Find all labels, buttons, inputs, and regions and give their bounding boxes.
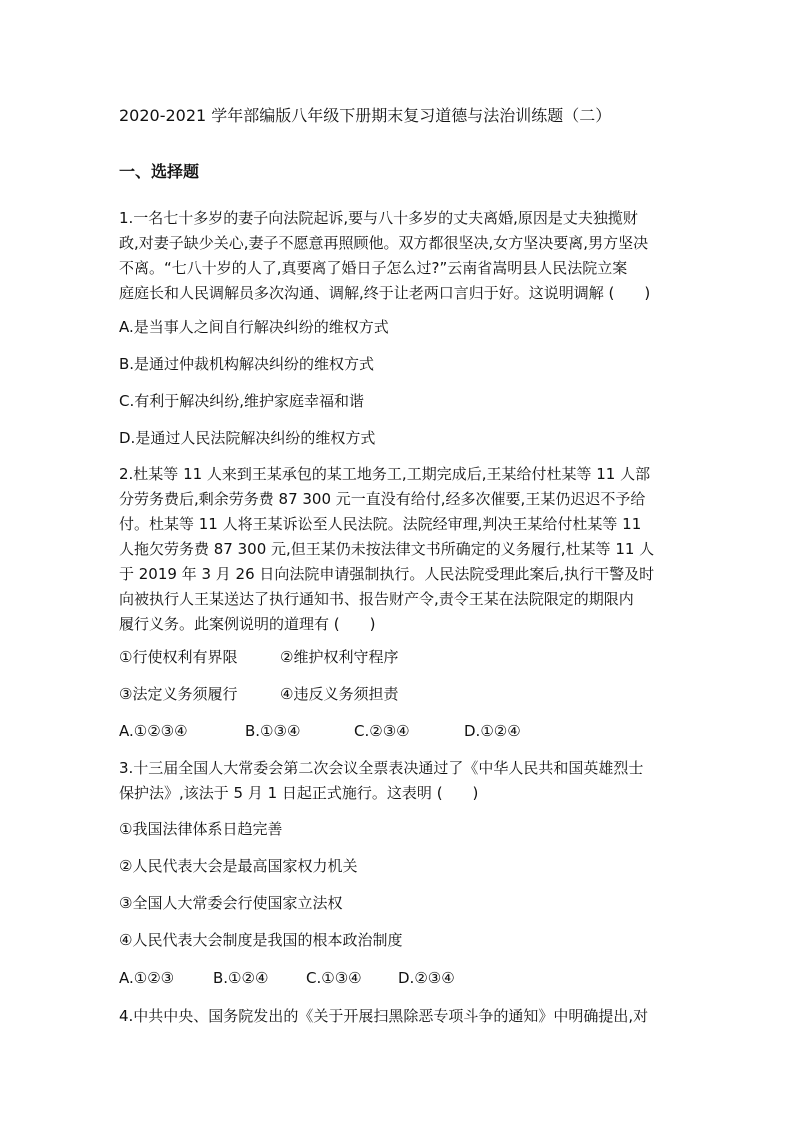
choice-a: A.①②③④ [119, 722, 188, 740]
stem-line: 不离。“七八十岁的人了,真要离了婚日子怎么过?”云南省嵩明县人民法院立案 [119, 259, 628, 277]
stem-line: 保护法》,该法于 5 月 1 日起正式施行。这表明 ( ) [119, 784, 479, 802]
statement-item: ④违反义务须担责 [280, 685, 399, 703]
question-3-stem [119, 756, 675, 806]
question-3-statement-2: ②人民代表大会是最高国家权力机关 [119, 857, 358, 875]
choice-b: B.①②④ [213, 969, 269, 987]
question-1-option-c: C.有利于解决纠纷,维护家庭幸福和谐 [119, 392, 365, 410]
question-1-stem [119, 206, 675, 306]
stem-line: 庭庭长和人民调解员多次沟通、调解,终于让老两口言归于好。这说明调解 ( ) [119, 284, 651, 302]
stem-line: 于 2019 年 3 月 26 日向法院申请强制执行。人民法院受理此案后,执行干警及时 [119, 565, 655, 583]
stem-line: 付。杜某等 11 人将王某诉讼至人民法院。法院经审理,判决王某给付杜某等 11 [119, 515, 642, 533]
stem-line: 3.十三届全国人大常委会第二次会议全票表决通过了《中华人民共和国英雄烈士 [119, 759, 644, 777]
question-2-stem [119, 462, 675, 637]
choice-b: B.①③④ [245, 722, 301, 740]
stem-line: 履行义务。此案例说明的道理有 ( ) [119, 615, 376, 633]
question-4-stem [119, 1004, 675, 1029]
statement-item: ②维护权利守程序 [280, 648, 399, 666]
choice-a: A.①②③ [119, 969, 175, 987]
choice-c: C.①③④ [306, 969, 362, 987]
choice-d: D.②③④ [398, 969, 455, 987]
stem-line: 政,对妻子缺少关心,妻子不愿意再照顾他。双方都很坚决,女方坚决要离,男方坚决 [119, 234, 649, 252]
stem-line: 2.杜某等 11 人来到王某承包的某工地务工,工期完成后,王某给付杜某等 11 人部 [119, 465, 651, 483]
question-3-statement-4: ④人民代表大会制度是我国的根本政治制度 [119, 931, 403, 949]
stem-line: 分劳务费后,剩余劳务费 87 300 元一直没有给付,经多次催要,王某仍迟迟不予给 [119, 490, 646, 508]
stem-line: 人拖欠劳务费 87 300 元,但王某仍未按法律文书所确定的义务履行,杜某等 11 人 [119, 540, 655, 558]
stem-line: 向被执行人王某送达了执行通知书、报告财产令,责令王某在法院限定的期限内 [119, 590, 634, 608]
section-heading: 一、选择题 [119, 162, 200, 181]
question-3-statement-1: ①我国法律体系日趋完善 [119, 820, 283, 838]
document-title: 2020-2021 学年部编版八年级下册期末复习道德与法治训练题（二） [119, 106, 612, 125]
statement-item: ③法定义务须履行 [119, 685, 238, 703]
question-3-choices [119, 966, 675, 991]
question-2-statements-row-1 [119, 645, 675, 670]
question-1-option-a: A.是当事人之间自行解决纠纷的维权方式 [119, 318, 389, 336]
question-2-choices [119, 719, 675, 744]
question-3-statement-3: ③全国人大常委会行使国家立法权 [119, 894, 343, 912]
stem-line: 1.一名七十多岁的妻子向法院起诉,要与八十多岁的丈夫离婚,原因是丈夫独揽财 [119, 209, 638, 227]
choice-d: D.①②④ [464, 722, 521, 740]
stem-line: 4.中共中央、国务院发出的《关于开展扫黑除恶专项斗争的通知》中明确提出,对 [119, 1007, 649, 1025]
question-2-statements-row-2 [119, 682, 675, 707]
statement-item: ①行使权利有界限 [119, 648, 238, 666]
choice-c: C.②③④ [354, 722, 410, 740]
question-1-option-b: B.是通过仲裁机构解决纠纷的维权方式 [119, 355, 375, 373]
question-1-option-d: D.是通过人民法院解决纠纷的维权方式 [119, 429, 376, 447]
